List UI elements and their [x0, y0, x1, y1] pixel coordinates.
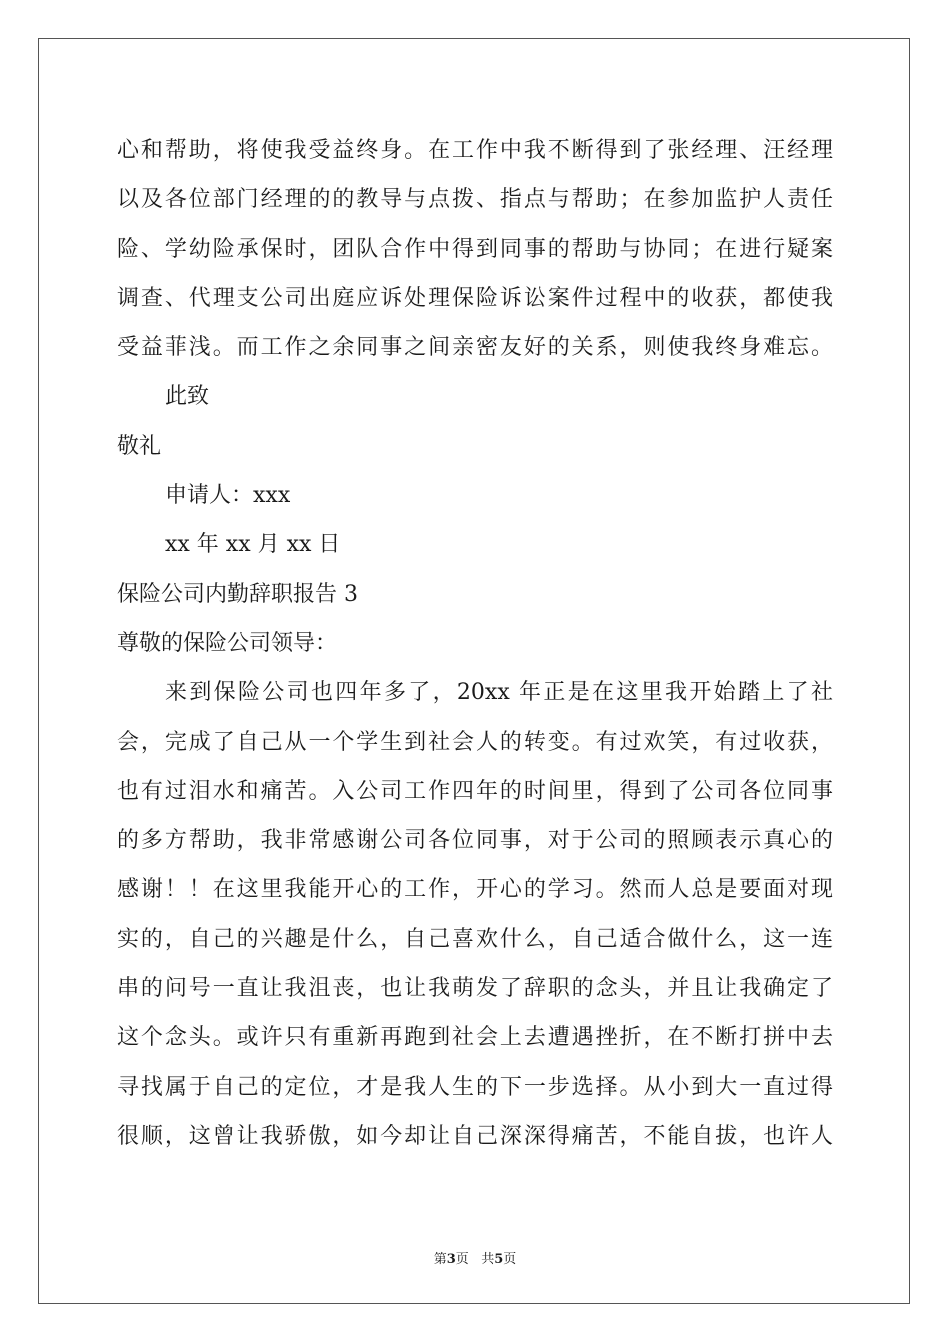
- letter-greeting: 尊敬的保险公司领导：: [117, 630, 338, 656]
- paragraph-line: 会，完成了自己从一个学生到社会人的转变。有过欢笑，有过收获，: [117, 729, 833, 755]
- paragraph-line: 受益菲浅。而工作之余同事之间亲密友好的关系，则使我终身难忘。: [117, 335, 833, 361]
- paragraph-line: 的多方帮助，我非常感谢公司各位同事，对于公司的照顾表示真心的: [117, 828, 833, 854]
- paragraph-line: 这个念头。或许只有重新再跑到社会上去遭遇挫折，在不断打拼中去: [117, 1025, 833, 1051]
- closing-regards: 敬礼: [117, 433, 162, 459]
- section-title: 保险公司内勤辞职报告 3: [117, 581, 358, 607]
- paragraph-line: 调查、代理支公司出庭应诉处理保险诉讼案件过程中的收获，都使我: [117, 285, 833, 311]
- paragraph-line: 串的问号一直让我沮丧，也让我萌发了辞职的念头，并且让我确定了: [117, 976, 833, 1002]
- page-current: 3: [446, 1252, 456, 1267]
- signature-date: xx 年 xx 月 xx 日: [165, 532, 341, 558]
- page-prefix: 第: [433, 1252, 447, 1267]
- paragraph-line: 心和帮助，将使我受益终身。在工作中我不断得到了张经理、汪经理: [117, 138, 833, 163]
- paragraph-line: 实的，自己的兴趣是什么，自己喜欢什么，自己适合做什么，这一连: [117, 926, 833, 952]
- document-body: [117, 126, 833, 1161]
- paragraph-line: 来到保险公司也四年多了，20xx 年正是在这里我开始踏上了社: [165, 680, 833, 706]
- paragraph-line: 也有过泪水和痛苦。入公司工作四年的时间里，得到了公司各位同事: [117, 778, 833, 804]
- page-suffix: 页: [455, 1252, 469, 1267]
- paragraph-line: 感谢！！在这里我能开心的工作，开心的学习。然而人总是要面对现: [117, 877, 833, 903]
- paragraph-line: 以及各位部门经理的的教导与点拨、指点与帮助；在参加监护人责任: [117, 187, 833, 213]
- applicant-signature: 申请人：xxx: [165, 483, 291, 509]
- paragraph-line: 险、学幼险承保时，团队合作中得到同事的帮助与协同；在进行疑案: [117, 236, 833, 262]
- total-prefix: 共: [481, 1252, 495, 1267]
- total-suffix: 页: [503, 1252, 517, 1267]
- page-footer: [0, 1248, 950, 1267]
- paragraph-line: 很顺，这曾让我骄傲，如今却让自己深深得痛苦，不能自拔，也许人: [117, 1123, 833, 1149]
- closing-salutation: 此致: [165, 384, 210, 410]
- paragraph-line: 寻找属于自己的定位，才是我人生的下一步选择。从小到大一直过得: [117, 1074, 833, 1100]
- page-total: 5: [494, 1252, 504, 1267]
